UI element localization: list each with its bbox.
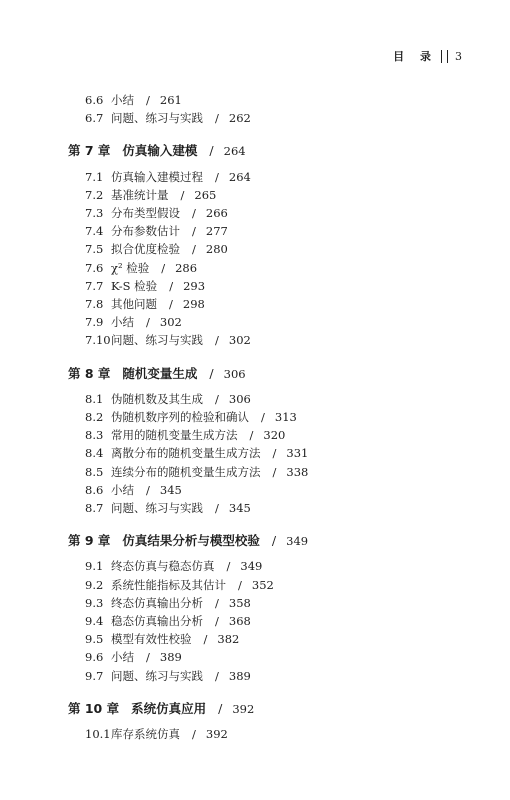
chapter-heading: [68, 531, 308, 549]
separator-slash: /: [249, 428, 254, 443]
chapter-number: 第 7 章: [68, 143, 111, 159]
separator-slash: /: [146, 650, 150, 665]
header-page-number: 3: [455, 49, 462, 63]
section-page: 358: [228, 595, 251, 610]
toc-entry: [85, 649, 182, 665]
section-number: 8.3: [85, 428, 104, 443]
separator-slash: /: [146, 315, 150, 330]
section-title: 小结: [111, 315, 134, 330]
separator-slash: /: [215, 169, 219, 184]
section-title: 拟合优度检验: [111, 242, 180, 257]
section-page: 389: [159, 650, 182, 665]
section-title: 终态仿真输出分析: [111, 595, 203, 610]
section-page: 313: [274, 410, 297, 424]
section-page: 286: [175, 260, 198, 275]
section-number: 7.4: [85, 224, 104, 239]
toc-entry: [85, 427, 285, 443]
section-title: 稳态仿真输出分析: [111, 614, 203, 628]
separator-slash: /: [226, 559, 231, 574]
section-number: 6.6: [85, 93, 104, 107]
section-number: 9.1: [85, 559, 104, 574]
section-number: 8.4: [85, 446, 104, 461]
section-number: 10.1: [85, 727, 111, 741]
toc-entry: [85, 314, 182, 330]
section-number: 8.6: [85, 482, 104, 497]
section-number: 7.8: [85, 297, 104, 311]
separator-slash: /: [271, 533, 277, 549]
separator-slash: /: [215, 595, 219, 610]
chapter-page: 392: [232, 701, 255, 716]
section-title: 常用的随机变量生成方法: [111, 428, 238, 443]
section-title: 问题、练习与实践: [111, 111, 203, 126]
toc-entry: [85, 92, 182, 108]
section-page: 262: [228, 111, 251, 126]
section-page: 302: [228, 333, 251, 348]
section-number: 9.2: [85, 577, 104, 592]
section-page: 349: [240, 559, 263, 574]
section-page: 320: [263, 428, 286, 443]
section-number: 7.3: [85, 206, 104, 220]
section-title: 问题、练习与实践: [111, 501, 203, 515]
section-title: 伪随机数及其生成: [111, 391, 203, 406]
toc-entry: [85, 668, 251, 684]
toc-entry: [85, 169, 251, 185]
section-page: 266: [205, 206, 228, 220]
chapter-heading: [68, 141, 246, 159]
separator-slash: /: [215, 614, 219, 628]
toc-entry: [85, 726, 228, 742]
section-page: 302: [159, 315, 182, 330]
section-number: 7.7: [85, 278, 104, 293]
separator-slash: /: [146, 93, 150, 107]
toc-entry: [85, 482, 182, 498]
separator-slash: /: [215, 668, 219, 683]
chapter-number: 第 10 章: [68, 700, 120, 716]
chapter-page: 349: [286, 534, 309, 549]
separator-slash: /: [218, 700, 223, 716]
toc-entry: [85, 110, 251, 126]
chapter-title: 仿真结果分析与模型校验: [122, 533, 260, 549]
toc-entry: [85, 260, 197, 276]
section-page: 345: [159, 482, 182, 497]
toc-entry: [85, 205, 228, 221]
separator-slash: /: [238, 577, 242, 592]
section-title: 基准统计量: [111, 187, 169, 202]
header-title: 目 录: [393, 50, 437, 63]
section-page: 265: [194, 187, 217, 202]
toc-entry: [85, 613, 251, 629]
chapter-number: 第 9 章: [68, 533, 111, 549]
chapter-title: 系统仿真应用: [131, 700, 207, 716]
section-number: 7.10: [85, 333, 111, 348]
section-title: 其他问题: [111, 297, 157, 311]
section-title: 模型有效性校验: [111, 632, 192, 647]
section-number: 7.6: [85, 260, 104, 275]
separator-slash: /: [169, 297, 173, 311]
section-title: 终态仿真与稳态仿真: [111, 559, 215, 574]
toc-entry: [85, 409, 297, 425]
toc-entry: [85, 595, 251, 611]
toc-entry: [85, 332, 251, 348]
toc-entry: [85, 241, 228, 257]
section-title: 分布参数估计: [111, 224, 180, 239]
header-double-rule: [441, 50, 448, 63]
section-page: 293: [183, 278, 206, 293]
separator-slash: /: [261, 410, 265, 424]
section-title: 小结: [111, 482, 134, 497]
section-number: 9.3: [85, 595, 104, 610]
separator-slash: /: [209, 143, 214, 159]
section-title: χ² 检验: [111, 260, 150, 275]
toc-entry: [85, 278, 205, 294]
section-page: 306: [228, 391, 251, 406]
separator-slash: /: [209, 365, 214, 381]
section-page: 345: [228, 501, 251, 515]
section-number: 7.2: [85, 187, 104, 202]
separator-slash: /: [215, 391, 219, 406]
toc-entry: [85, 445, 308, 461]
toc-entry: [85, 500, 251, 516]
chapter-title: 仿真输入建模: [122, 143, 198, 159]
section-page: 280: [205, 242, 228, 257]
section-title: 库存系统仿真: [111, 727, 180, 741]
section-title: 问题、练习与实践: [111, 333, 203, 348]
section-page: 382: [217, 632, 240, 647]
toc-entry: [85, 577, 274, 593]
toc-entry: [85, 631, 239, 647]
separator-slash: /: [272, 464, 277, 479]
section-title: 小结: [111, 93, 134, 107]
toc-entry: [85, 187, 216, 203]
separator-slash: /: [192, 206, 196, 220]
chapter-heading: [68, 699, 254, 717]
section-page: 392: [205, 727, 228, 741]
separator-slash: /: [215, 333, 219, 348]
chapter-number: 第 8 章: [68, 365, 111, 381]
separator-slash: /: [169, 278, 174, 293]
separator-slash: /: [203, 632, 208, 647]
separator-slash: /: [192, 224, 196, 239]
section-title: 小结: [111, 650, 134, 665]
section-page: 389: [228, 668, 251, 683]
section-page: 338: [286, 464, 309, 479]
section-title: 离散分布的随机变量生成方法: [111, 446, 261, 461]
section-page: 261: [159, 93, 182, 107]
section-number: 9.7: [85, 668, 104, 683]
section-number: 8.2: [85, 410, 104, 424]
section-number: 7.5: [85, 242, 104, 257]
section-title: 问题、练习与实践: [111, 668, 203, 683]
section-title: 系统性能指标及其估计: [111, 577, 226, 592]
section-number: 8.7: [85, 501, 104, 515]
section-number: 7.9: [85, 315, 104, 330]
section-number: 8.1: [85, 391, 104, 406]
section-title: K-S 检验: [111, 278, 158, 293]
section-title: 仿真输入建模过程: [111, 169, 203, 184]
section-page: 368: [228, 614, 251, 628]
toc-entry: [85, 391, 251, 407]
separator-slash: /: [192, 242, 196, 257]
separator-slash: /: [215, 501, 219, 515]
separator-slash: /: [215, 111, 219, 126]
toc-entry: [85, 223, 228, 239]
section-number: 7.1: [85, 169, 104, 184]
section-title: 伪随机数序列的检验和确认: [111, 410, 249, 424]
chapter-page: 264: [223, 144, 246, 159]
separator-slash: /: [180, 187, 185, 202]
toc-entry: [85, 558, 262, 574]
running-header: [393, 48, 462, 64]
separator-slash: /: [192, 727, 196, 741]
chapter-title: 随机变量生成: [122, 365, 198, 381]
section-page: 331: [286, 446, 309, 461]
section-number: 9.6: [85, 650, 104, 665]
section-number: 9.4: [85, 614, 104, 628]
section-title: 分布类型假设: [111, 206, 180, 220]
section-page: 264: [228, 169, 251, 184]
separator-slash: /: [146, 482, 150, 497]
toc-entry: [85, 296, 205, 312]
section-title: 连续分布的随机变量生成方法: [111, 464, 261, 479]
separator-slash: /: [161, 260, 166, 275]
section-number: 6.7: [85, 111, 104, 126]
chapter-page: 306: [223, 366, 246, 381]
separator-slash: /: [272, 446, 277, 461]
section-page: 352: [251, 577, 274, 592]
section-page: 298: [182, 297, 205, 311]
section-page: 277: [205, 224, 228, 239]
toc-entry: [85, 464, 308, 480]
section-number: 9.5: [85, 632, 104, 647]
chapter-heading: [68, 364, 246, 382]
section-number: 8.5: [85, 464, 104, 479]
